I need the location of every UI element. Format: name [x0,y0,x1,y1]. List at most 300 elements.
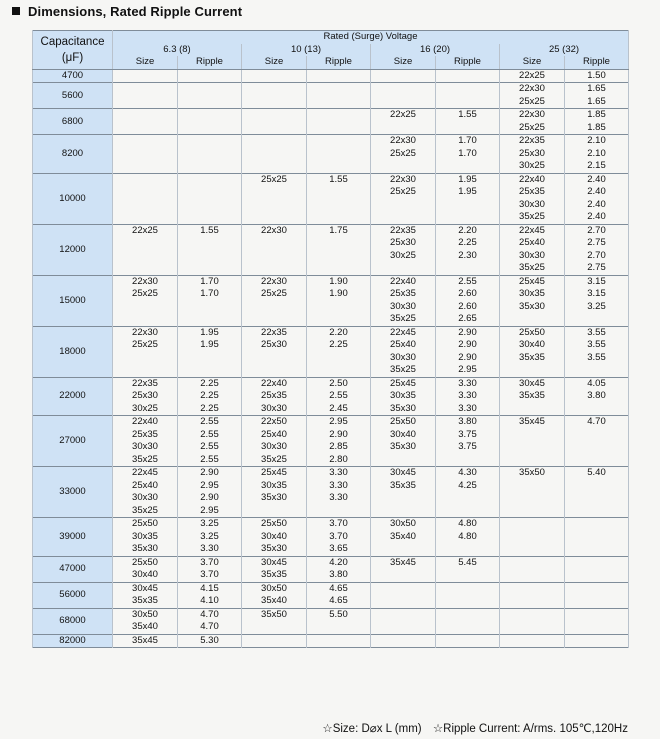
ripple-25v-cell [565,518,629,531]
size-25v-cell: 35x25 [500,262,565,275]
size-16v-cell [371,96,436,109]
size-25v-cell: 35x25 [500,211,565,224]
voltage-header-10v: 10 (13) [242,44,371,57]
size-25v-cell [500,492,565,505]
ripple-16v-cell [436,543,500,556]
ripple-16v-cell: 2.90 [436,352,500,365]
size-16v-cell: 25x50 [371,416,436,429]
ripple-10v-cell [307,83,371,96]
size-10v-cell [242,69,307,83]
size-6v3-cell: 30x30 [113,441,178,454]
size-6v3-cell: 25x30 [113,390,178,403]
size-6v3-cell: 22x35 [113,377,178,390]
size-6v3-cell [113,199,178,212]
ripple-25v-cell [565,403,629,416]
ripple-6v3-cell [178,96,242,109]
size-10v-cell [242,186,307,199]
size-6v3-cell: 35x45 [113,634,178,648]
size-25v-cell: 25x30 [500,148,565,161]
footnote [314,721,628,735]
ripple-10v-cell: 2.55 [307,390,371,403]
ripple-10v-cell: 2.20 [307,326,371,339]
size-16v-cell: 30x30 [371,301,436,314]
ripple-16v-cell: 1.70 [436,135,500,148]
ripple-25v-cell [565,364,629,377]
table-row [33,467,629,480]
size-10v-cell [242,148,307,161]
size-16v-cell [371,199,436,212]
section-title-text: Dimensions, Rated Ripple Current [28,4,243,19]
ripple-16v-cell [436,608,500,621]
ripple-16v-cell: 1.70 [436,148,500,161]
size-25v-cell: 35x50 [500,467,565,480]
size-6v3-cell: 35x40 [113,621,178,634]
size-6v3-cell: 30x35 [113,531,178,544]
ripple-25v-cell: 3.25 [565,301,629,314]
size-16v-cell: 22x30 [371,135,436,148]
table-row [33,326,629,339]
size-16v-cell: 25x25 [371,148,436,161]
size-16v-cell: 30x50 [371,518,436,531]
size-6v3-cell: 25x50 [113,556,178,569]
ripple-25v-cell: 2.70 [565,224,629,237]
size-25v-cell [500,621,565,634]
size-10v-cell [242,109,307,122]
ripple-10v-cell [307,199,371,212]
ripple-6v3-cell: 1.70 [178,275,242,288]
size-note: ☆Size: D⌀x L (mm) [322,723,422,735]
size-25v-cell [500,569,565,582]
size-16v-cell [371,595,436,608]
ripple-6v3-cell [178,135,242,148]
size-10v-cell: 35x40 [242,595,307,608]
table-row [33,403,629,416]
ripple-16v-cell [436,122,500,135]
ripple-10v-cell: 3.30 [307,492,371,505]
size-10v-cell [242,621,307,634]
ripple-25v-cell [565,505,629,518]
size-6v3-cell: 35x25 [113,505,178,518]
ripple-25v-cell [565,531,629,544]
ripple-16v-cell: 4.25 [436,480,500,493]
ripple-16v-cell: 4.80 [436,531,500,544]
size-25v-cell [500,634,565,648]
ripple-10v-cell [307,186,371,199]
ripple-6v3-cell: 2.55 [178,416,242,429]
ripple-25v-cell [565,621,629,634]
size-header: Size [371,56,436,69]
ripple-6v3-cell: 1.55 [178,224,242,237]
ripple-16v-cell: 5.45 [436,556,500,569]
size-6v3-cell [113,237,178,250]
size-16v-cell: 22x25 [371,109,436,122]
size-6v3-cell: 22x25 [113,224,178,237]
size-10v-cell [242,160,307,173]
size-6v3-cell [113,160,178,173]
ripple-16v-cell: 2.65 [436,313,500,326]
size-25v-cell: 25x25 [500,96,565,109]
size-25v-cell: 25x45 [500,275,565,288]
table-row [33,377,629,390]
table-row [33,301,629,314]
size-25v-cell [500,531,565,544]
size-6v3-cell: 30x50 [113,608,178,621]
size-25v-cell [500,441,565,454]
size-6v3-cell [113,313,178,326]
ripple-10v-cell [307,352,371,365]
table-row [33,556,629,569]
size-6v3-cell [113,122,178,135]
table-row [33,135,629,148]
ripple-25v-cell: 4.05 [565,377,629,390]
table-row [33,173,629,186]
size-10v-cell [242,237,307,250]
table-body [33,69,629,648]
capacitance-cell: 39000 [33,518,113,557]
ripple-10v-cell [307,109,371,122]
size-16v-cell [371,454,436,467]
table-row [33,83,629,96]
ripple-16v-cell: 2.90 [436,326,500,339]
size-6v3-cell [113,364,178,377]
ripple-10v-cell [307,69,371,83]
size-10v-cell: 22x40 [242,377,307,390]
size-25v-cell: 25x25 [500,122,565,135]
ripple-25v-cell [565,492,629,505]
table-row [33,186,629,199]
ripple-16v-cell: 3.75 [436,441,500,454]
size-25v-cell: 35x35 [500,390,565,403]
ripple-6v3-cell: 4.70 [178,621,242,634]
table-row [33,224,629,237]
capacitance-header-label: Capacitance [40,35,105,48]
size-16v-cell: 25x25 [371,186,436,199]
ripple-header: Ripple [178,56,242,69]
ripple-25v-cell [565,582,629,595]
size-25v-cell: 22x30 [500,109,565,122]
ripple-25v-cell: 2.15 [565,160,629,173]
ripple-16v-cell: 3.75 [436,429,500,442]
ripple-16v-cell: 2.60 [436,301,500,314]
size-25v-cell [500,543,565,556]
size-25v-cell: 22x40 [500,173,565,186]
ripple-6v3-cell [178,352,242,365]
ripple-header: Ripple [565,56,629,69]
ripple-6v3-cell [178,122,242,135]
ripple-6v3-cell: 2.90 [178,492,242,505]
size-10v-cell [242,352,307,365]
size-6v3-cell: 25x40 [113,480,178,493]
ripple-25v-cell [565,608,629,621]
size-6v3-cell: 22x40 [113,416,178,429]
ripple-16v-cell: 2.60 [436,288,500,301]
size-25v-cell [500,595,565,608]
ripple-25v-cell: 2.40 [565,173,629,186]
ripple-25v-cell: 1.65 [565,83,629,96]
ripple-6v3-cell: 4.10 [178,595,242,608]
size-10v-cell: 35x30 [242,543,307,556]
section-title [12,4,242,19]
size-10v-cell: 22x35 [242,326,307,339]
ripple-6v3-cell: 3.25 [178,518,242,531]
bullet-square-icon [12,7,20,15]
table-row [33,505,629,518]
size-16v-cell: 35x45 [371,556,436,569]
size-16v-cell [371,634,436,648]
ripple-25v-cell: 4.70 [565,416,629,429]
capacitance-cell: 18000 [33,326,113,377]
size-16v-cell [371,211,436,224]
voltage-header-16v: 16 (20) [371,44,500,57]
size-10v-cell: 30x40 [242,531,307,544]
ripple-25v-cell: 2.70 [565,250,629,263]
ripple-10v-cell [307,122,371,135]
ripple-16v-cell: 2.90 [436,339,500,352]
size-6v3-cell [113,173,178,186]
ripple-10v-cell: 3.70 [307,531,371,544]
ripple-25v-cell: 3.55 [565,339,629,352]
size-10v-cell [242,313,307,326]
ripple-header: Ripple [307,56,371,69]
ripple-25v-cell [565,454,629,467]
ripple-6v3-cell: 2.25 [178,390,242,403]
table-row [33,275,629,288]
ripple-6v3-cell [178,173,242,186]
table-row [33,96,629,109]
size-16v-cell: 22x35 [371,224,436,237]
ripple-16v-cell: 2.20 [436,224,500,237]
size-16v-cell [371,160,436,173]
ripple-16v-cell: 2.30 [436,250,500,263]
ripple-6v3-cell [178,250,242,263]
size-16v-cell [371,621,436,634]
size-10v-cell [242,96,307,109]
ripple-16v-cell: 1.95 [436,186,500,199]
ripple-10v-cell [307,160,371,173]
size-10v-cell [242,262,307,275]
ripple-6v3-cell: 3.70 [178,569,242,582]
ripple-16v-cell: 3.30 [436,403,500,416]
size-25v-cell [500,480,565,493]
ripple-10v-cell: 2.80 [307,454,371,467]
ripple-10v-cell [307,364,371,377]
size-16v-cell [371,543,436,556]
size-6v3-cell: 22x30 [113,275,178,288]
size-25v-cell: 30x40 [500,339,565,352]
ripple-6v3-cell: 3.70 [178,556,242,569]
ripple-header: Ripple [436,56,500,69]
size-25v-cell: 35x45 [500,416,565,429]
table-row [33,454,629,467]
size-16v-cell: 30x45 [371,467,436,480]
size-6v3-cell [113,186,178,199]
size-6v3-cell: 25x25 [113,339,178,352]
ripple-25v-cell: 5.40 [565,467,629,480]
size-16v-cell: 30x30 [371,352,436,365]
ripple-6v3-cell: 4.70 [178,608,242,621]
size-25v-cell: 22x35 [500,135,565,148]
ripple-10v-cell: 4.65 [307,595,371,608]
ripple-10v-cell [307,505,371,518]
size-16v-cell [371,505,436,518]
ripple-10v-cell: 3.70 [307,518,371,531]
table-row [33,250,629,263]
rated-voltage-header: Rated (Surge) Voltage [113,31,629,44]
ripple-25v-cell: 2.40 [565,199,629,212]
ripple-25v-cell [565,313,629,326]
size-25v-cell: 30x35 [500,288,565,301]
size-10v-cell: 25x30 [242,339,307,352]
size-10v-cell [242,301,307,314]
ripple-25v-cell: 3.15 [565,288,629,301]
ripple-10v-cell: 2.95 [307,416,371,429]
size-10v-cell: 35x25 [242,454,307,467]
size-6v3-cell [113,352,178,365]
table-row [33,441,629,454]
ripple-6v3-cell: 3.30 [178,543,242,556]
ripple-6v3-cell: 2.90 [178,467,242,480]
ripple-25v-cell [565,480,629,493]
size-16v-cell: 22x40 [371,275,436,288]
size-10v-cell: 25x40 [242,429,307,442]
ripple-6v3-cell: 2.95 [178,480,242,493]
size-10v-cell: 30x50 [242,582,307,595]
ripple-25v-cell [565,441,629,454]
size-10v-cell [242,364,307,377]
size-10v-cell [242,135,307,148]
ripple-6v3-cell [178,186,242,199]
table-row [33,634,629,648]
capacitance-cell: 22000 [33,377,113,416]
ripple-16v-cell: 3.30 [436,377,500,390]
ripple-10v-cell: 2.85 [307,441,371,454]
size-16v-cell: 35x35 [371,480,436,493]
size-10v-cell: 22x30 [242,275,307,288]
capacitance-cell: 27000 [33,416,113,467]
ripple-10v-cell: 1.55 [307,173,371,186]
ripple-6v3-cell: 2.55 [178,454,242,467]
ripple-6v3-cell [178,237,242,250]
size-10v-cell: 30x45 [242,556,307,569]
size-6v3-cell [113,83,178,96]
ripple-16v-cell [436,262,500,275]
table-row [33,608,629,621]
ripple-6v3-cell [178,313,242,326]
size-6v3-cell [113,301,178,314]
size-6v3-cell [113,148,178,161]
size-25v-cell [500,518,565,531]
size-25v-cell: 22x25 [500,69,565,83]
size-16v-cell: 25x45 [371,377,436,390]
ripple-25v-cell: 2.40 [565,211,629,224]
ripple-16v-cell: 2.25 [436,237,500,250]
size-25v-cell: 35x30 [500,301,565,314]
ripple-16v-cell: 4.80 [436,518,500,531]
size-25v-cell: 25x35 [500,186,565,199]
ripple-10v-cell [307,148,371,161]
size-10v-cell: 25x50 [242,518,307,531]
size-25v-cell [500,313,565,326]
ripple-10v-cell [307,211,371,224]
ripple-6v3-cell [178,148,242,161]
ripple-6v3-cell: 5.30 [178,634,242,648]
ripple-16v-cell: 3.80 [436,416,500,429]
ripple-25v-cell [565,543,629,556]
size-10v-cell: 35x30 [242,492,307,505]
size-16v-cell [371,608,436,621]
size-25v-cell: 30x45 [500,377,565,390]
ripple-10v-cell: 3.30 [307,467,371,480]
table-row [33,288,629,301]
ripple-16v-cell [436,492,500,505]
ripple-25v-cell: 2.10 [565,135,629,148]
ripple-16v-cell [436,160,500,173]
size-10v-cell: 30x30 [242,403,307,416]
ripple-25v-cell: 3.15 [565,275,629,288]
ripple-10v-cell: 1.75 [307,224,371,237]
capacitance-cell: 12000 [33,224,113,275]
size-6v3-cell: 30x30 [113,492,178,505]
ripple-16v-cell: 2.95 [436,364,500,377]
size-16v-cell [371,569,436,582]
size-25v-cell: 35x35 [500,352,565,365]
size-25v-cell [500,608,565,621]
ripple-6v3-cell [178,160,242,173]
table-row [33,160,629,173]
size-6v3-cell [113,109,178,122]
size-6v3-cell: 35x25 [113,454,178,467]
table-row [33,595,629,608]
table-row [33,416,629,429]
ripple-6v3-cell: 1.95 [178,326,242,339]
table-row [33,531,629,544]
size-25v-cell: 25x50 [500,326,565,339]
table-row [33,569,629,582]
ripple-25v-cell: 2.40 [565,186,629,199]
capacitance-cell: 4700 [33,69,113,83]
table-row [33,543,629,556]
table-row [33,480,629,493]
ripple-25v-cell: 2.10 [565,148,629,161]
size-6v3-cell [113,250,178,263]
table-row [33,122,629,135]
ripple-6v3-cell [178,199,242,212]
ripple-16v-cell: 1.55 [436,109,500,122]
ripple-6v3-cell: 2.25 [178,403,242,416]
size-16v-cell: 25x30 [371,237,436,250]
ripple-25v-cell [565,429,629,442]
ripple-25v-cell: 3.55 [565,326,629,339]
size-16v-cell: 35x30 [371,403,436,416]
size-16v-cell: 22x30 [371,173,436,186]
ripple-10v-cell: 3.80 [307,569,371,582]
ripple-16v-cell [436,454,500,467]
ripple-10v-cell: 3.30 [307,480,371,493]
table-row [33,262,629,275]
ripple-note: ☆Ripple Current: A/rms. 105℃,120Hz [432,723,628,735]
capacitance-cell: 68000 [33,608,113,634]
dimensions-ripple-table [32,30,629,648]
ripple-25v-cell [565,556,629,569]
ripple-16v-cell [436,582,500,595]
ripple-25v-cell: 2.75 [565,262,629,275]
table-row [33,211,629,224]
ripple-10v-cell: 2.90 [307,429,371,442]
ripple-25v-cell: 1.85 [565,122,629,135]
size-16v-cell: 35x25 [371,364,436,377]
ripple-6v3-cell: 3.25 [178,531,242,544]
size-25v-cell [500,505,565,518]
